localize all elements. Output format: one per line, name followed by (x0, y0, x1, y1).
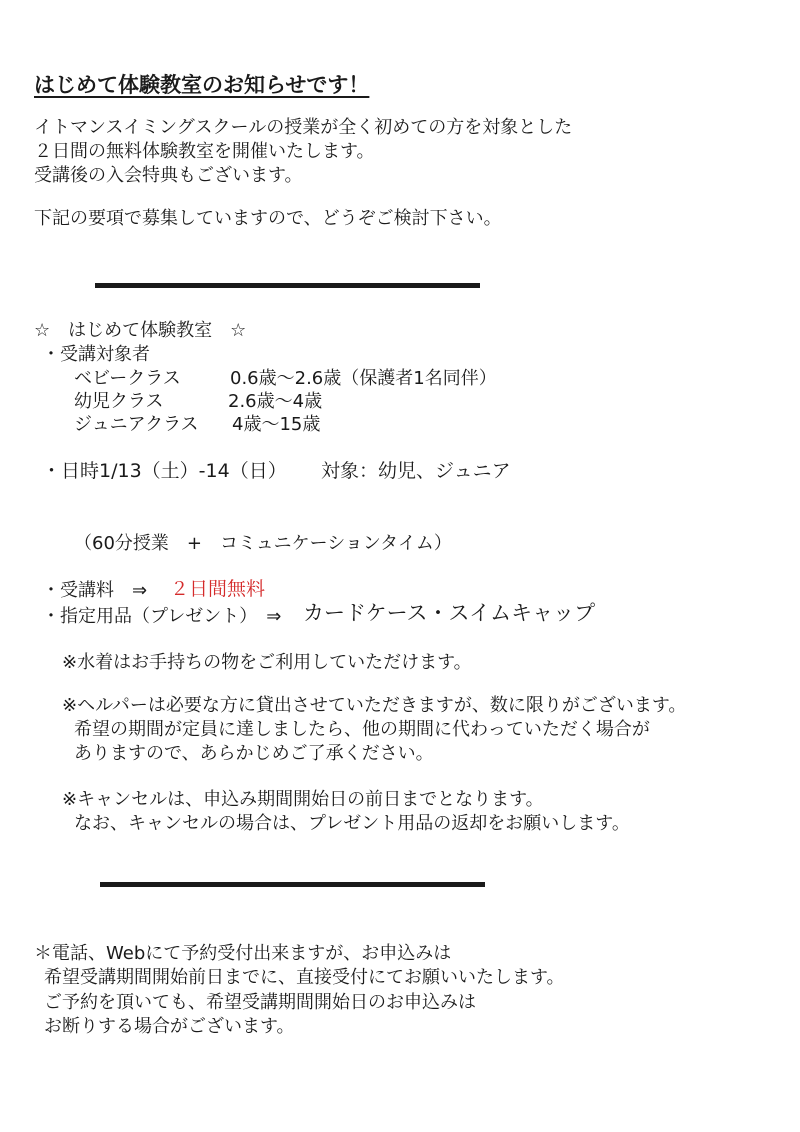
items-label: ・指定用品（プレゼント） ⇒ (42, 606, 282, 627)
note-helper-line-2: 希望の期間が定員に達しましたら、他の期間に代わっていただく場合が (74, 719, 650, 740)
class-name-baby: ベビークラス (74, 368, 181, 389)
note-swimwear: ※水着はお手持ちの物をご利用していただけます。 (62, 652, 472, 673)
divider-bottom (100, 882, 485, 887)
footer-line-2: 希望受講期間開始前日までに、直接受付にてお願いいたします。 (44, 967, 565, 988)
fee-value: ２日間無料 (170, 578, 266, 600)
class-ages-junior: 4歳～15歳 (232, 414, 321, 435)
note-helper-line-1: ※ヘルパーは必要な方に貸出させていただきますが、数に限りがございます。 (62, 695, 687, 716)
invite-text: 下記の要項で募集していますので、どうぞご検討下さい。 (34, 208, 502, 229)
section-title: ☆ はじめて体験教室 ☆ (34, 320, 247, 341)
note-helper-line-3: ありますので、あらかじめご了承ください。 (74, 743, 434, 764)
class-name-infant: 幼児クラス (74, 391, 164, 412)
page-title: はじめて体験教室のお知らせです！ (34, 73, 370, 97)
note-cancel-line-1: ※キャンセルは、申込み期間開始日の前日までとなります。 (62, 789, 544, 810)
class-name-junior: ジュニアクラス (74, 414, 199, 435)
schedule-target: 対象：幼児、ジュニア (321, 460, 511, 482)
intro-line-3: 受講後の入会特典もございます。 (34, 165, 303, 186)
footer-line-4: お断りする場合がございます。 (44, 1016, 295, 1037)
session-note: （60分授業 + コミュニケーションタイム） (74, 533, 452, 554)
footer-line-1: ＊電話、Webにて予約受付出来ますが、お申込みは (34, 943, 452, 964)
class-ages-infant: 2.6歳～4歳 (228, 391, 323, 412)
intro-line-1: イトマンスイミングスクールの授業が全く初めての方を対象とした (34, 117, 573, 138)
intro-line-2: ２日間の無料体験教室を開催いたします。 (34, 141, 375, 162)
items-value: カードケース・スイムキャップ (303, 601, 596, 625)
target-heading: ・受講対象者 (42, 344, 150, 365)
note-cancel-line-2: なお、キャンセルの場合は、プレゼント用品の返却をお願いします。 (74, 813, 630, 834)
footer-line-3: ご予約を頂いても、希望受講期間開始日のお申込みは (44, 992, 476, 1013)
schedule-date: ・日時1/13（土）-14（日） (42, 460, 287, 482)
fee-label: ・受講料 ⇒ (42, 580, 148, 601)
class-ages-baby: 0.6歳～2.6歳（保護者1名同伴） (230, 368, 497, 389)
divider-top (95, 283, 480, 288)
